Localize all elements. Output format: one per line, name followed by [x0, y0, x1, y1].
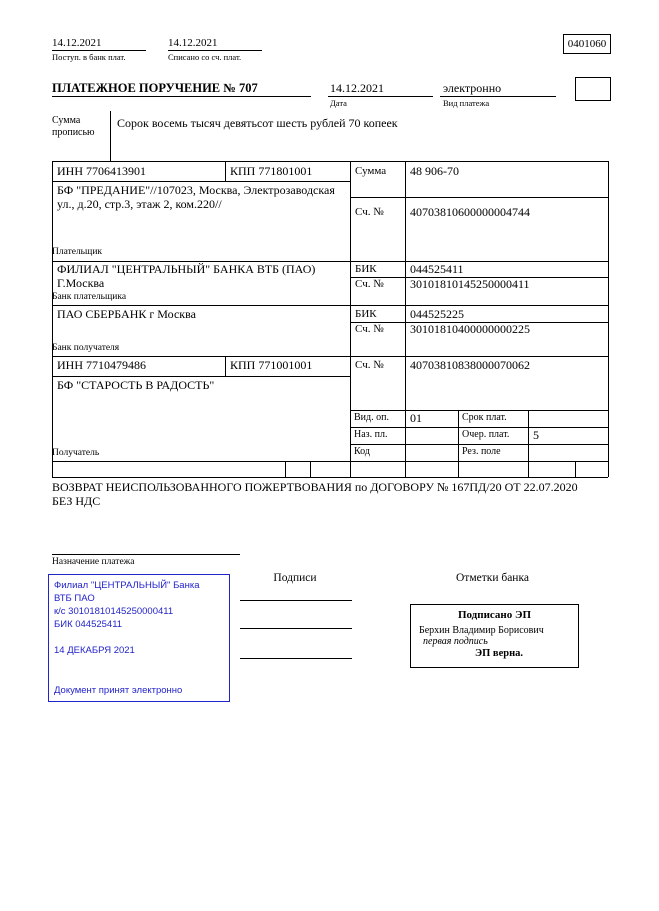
priority-label: Очер. плат. [462, 429, 510, 440]
document-date-label: Дата [330, 98, 347, 108]
due-label: Срок плат. [462, 412, 507, 423]
payee-bank-name: ПАО СБЕРБАНК г Москва [57, 307, 196, 321]
divider-line [52, 96, 311, 97]
stamp-line: Документ принят электронно [54, 685, 183, 696]
table-border [350, 444, 608, 445]
payer-bank-account: 30101810145250000411 [410, 277, 530, 291]
document-title: ПЛАТЕЖНОЕ ПОРУЧЕНИЕ № 707 [52, 81, 258, 95]
signature-line [240, 600, 352, 601]
payer-bank-bik-label: БИК [355, 263, 377, 275]
payer-bank-section-label: Банк плательщика [52, 292, 127, 302]
esign-status: ЭП верна. [475, 648, 524, 659]
table-border [575, 461, 576, 477]
payee-account: 40703810838000070062 [410, 358, 530, 372]
esign-box [410, 604, 579, 668]
esign-title: Подписано ЭП [457, 609, 532, 621]
esign-signer: Берхин Владимир Борисович [419, 625, 544, 636]
status-box [575, 77, 611, 101]
amount-words-label: Сумма прописью [52, 115, 95, 138]
payee-section-label: Получатель [52, 448, 100, 458]
received-date: 14.12.2021 [52, 37, 102, 49]
payment-purpose-text: ВОЗВРАТ НЕИСПОЛЬЗОВАННОГО ПОЖЕРТВОВАНИЯ по ДОГОВОРУ № 167ПД/20 ОТ 22.07.2020 БЕЗ НДС [52, 480, 578, 508]
sum-value: 48 906-70 [410, 164, 459, 178]
payee-kpp: КПП 771001001 [230, 358, 313, 372]
payer-account-label: Сч. № [355, 206, 384, 218]
payment-purpose-label: Назначение платежа [52, 557, 135, 567]
stamp-line: ВТБ ПАО [54, 593, 95, 604]
table-border [350, 197, 608, 198]
priority-value: 5 [533, 428, 539, 442]
payment-type: электронно [443, 81, 502, 95]
table-border [52, 161, 53, 477]
amount-words: Сорок восемь тысяч девятьсот шесть рублей 70 копеек [117, 116, 398, 130]
table-border [225, 356, 226, 376]
table-border [52, 305, 608, 306]
payer-name: БФ "ПРЕДАНИЕ"//107023, Москва, Электрозаводская ул., д.20, стр.3, этаж 2, ком.220// [57, 183, 335, 211]
debited-date-label: Списано со сч. плат. [168, 52, 242, 62]
divider-line [110, 111, 111, 161]
op-type-label: Вид. оп. [354, 412, 389, 423]
table-border [310, 461, 311, 477]
payee-inn: ИНН 7710479486 [57, 358, 146, 372]
table-border [350, 161, 351, 477]
signatures-heading: Подписи [273, 572, 317, 584]
divider-line [328, 96, 433, 97]
table-border [608, 161, 609, 477]
document-date: 14.12.2021 [330, 81, 384, 95]
table-border [52, 477, 608, 478]
purpose-code-label: Наз. пл. [354, 429, 388, 440]
table-border [285, 461, 286, 477]
signature-line [240, 628, 352, 629]
payee-bank-account-label: Сч. № [355, 323, 384, 335]
payee-name: БФ "СТАРОСТЬ В РАДОСТЬ" [57, 378, 215, 392]
payee-bank-section-label: Банк получателя [52, 343, 120, 353]
stamp-line: 14 ДЕКАБРЯ 2021 [54, 645, 135, 656]
received-date-label: Поступ. в банк плат. [52, 52, 126, 62]
stamp-line: Филиал "ЦЕНТРАЛЬНЫЙ" Банка [54, 580, 200, 591]
form-code-box: 0401060 [563, 34, 611, 54]
divider-line [52, 554, 240, 555]
code-label: Код [354, 446, 370, 457]
sum-label: Сумма [355, 165, 387, 177]
payee-bank-account: 30101810400000000225 [410, 322, 530, 336]
bank-stamp [48, 574, 230, 702]
divider-line [52, 50, 146, 51]
payer-bank-account-label: Сч. № [355, 278, 384, 290]
table-border [52, 461, 608, 462]
table-border [52, 376, 350, 377]
payee-bank-bik: 044525225 [410, 307, 464, 321]
payer-bank-bik: 044525411 [410, 262, 464, 276]
payer-section-label: Плательщик [52, 247, 103, 257]
payee-bank-bik-label: БИК [355, 308, 377, 320]
payer-bank-name: ФИЛИАЛ "ЦЕНТРАЛЬНЫЙ" БАНКА ВТБ (ПАО) Г.Москва [57, 262, 316, 290]
table-border [350, 427, 608, 428]
table-border [225, 161, 226, 181]
payment-type-label: Вид платежа [443, 98, 490, 108]
payer-account: 40703810600000004744 [410, 205, 530, 219]
payer-inn: ИНН 7706413901 [57, 164, 146, 178]
table-border [52, 181, 350, 182]
divider-line [168, 50, 262, 51]
table-border [350, 410, 608, 411]
debited-date: 14.12.2021 [168, 37, 218, 49]
stamp-line: к/с 30101810145250000411 [54, 606, 174, 617]
divider-line [52, 161, 608, 162]
stamp-line: БИК 044525411 [54, 619, 123, 630]
divider-line [440, 96, 556, 97]
signature-line [240, 658, 352, 659]
op-type-value: 01 [410, 411, 422, 425]
payer-kpp: КПП 771801001 [230, 164, 313, 178]
table-border [405, 161, 406, 477]
table-border [52, 356, 608, 357]
esign-role: первая подпись [423, 636, 488, 647]
bank-marks-heading: Отметки банка [456, 572, 529, 584]
reserve-label: Рез. поле [462, 446, 501, 457]
payee-account-label: Сч. № [355, 359, 384, 371]
